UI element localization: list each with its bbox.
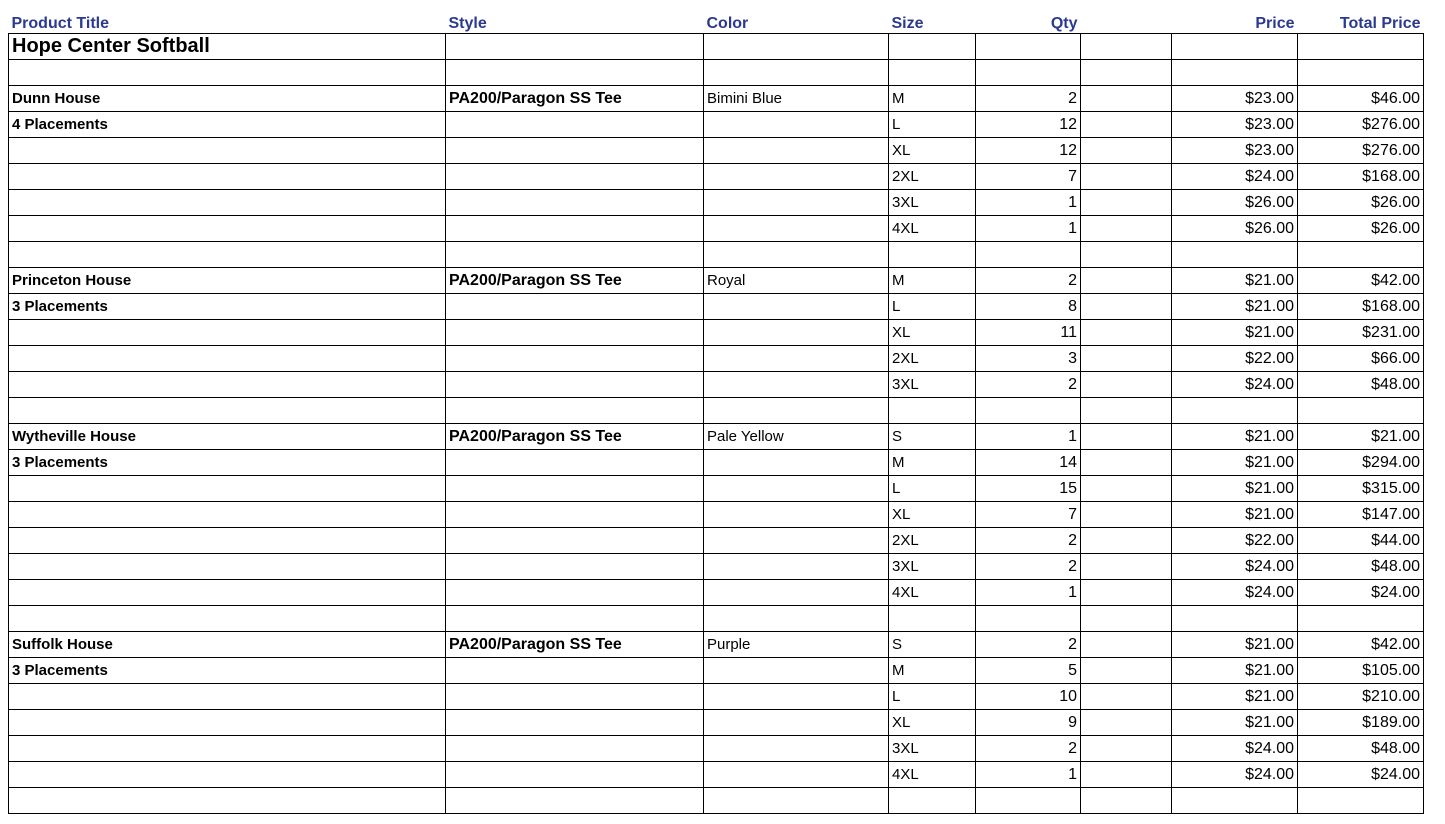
size-cell[interactable]: L <box>889 294 976 320</box>
style-cell[interactable]: PA200/Paragon SS Tee <box>446 86 704 112</box>
qty-cell[interactable]: 2 <box>976 554 1081 580</box>
cell[interactable] <box>9 788 446 814</box>
blank-cell[interactable] <box>1081 138 1172 164</box>
style-cell[interactable] <box>446 476 704 502</box>
price-cell[interactable]: $22.00 <box>1172 346 1298 372</box>
style-cell[interactable] <box>446 502 704 528</box>
title-cell-empty[interactable] <box>9 138 446 164</box>
price-cell[interactable]: $23.00 <box>1172 112 1298 138</box>
qty-cell[interactable]: 2 <box>976 86 1081 112</box>
header-color[interactable]: Color <box>706 15 749 32</box>
cell[interactable] <box>446 242 704 268</box>
cell[interactable] <box>889 34 976 60</box>
table-row <box>9 346 1424 372</box>
title-row <box>9 34 1424 60</box>
qty-cell[interactable]: 1 <box>976 424 1081 450</box>
blank-cell[interactable] <box>1081 528 1172 554</box>
qty-cell[interactable]: 15 <box>976 476 1081 502</box>
style-cell[interactable] <box>446 346 704 372</box>
qty-cell[interactable]: 11 <box>976 320 1081 346</box>
total-price-cell[interactable]: $48.00 <box>1298 372 1424 398</box>
qty-cell[interactable]: 2 <box>976 372 1081 398</box>
spacer-row <box>9 242 1424 268</box>
total-price-cell[interactable]: $276.00 <box>1298 138 1424 164</box>
header-total-price[interactable]: Total Price <box>1339 15 1421 32</box>
size-cell[interactable]: 2XL <box>889 346 976 372</box>
total-price-cell[interactable]: $48.00 <box>1298 736 1424 762</box>
size-cell[interactable]: M <box>889 86 976 112</box>
cell[interactable] <box>704 788 889 814</box>
title-cell-empty[interactable] <box>9 554 446 580</box>
cell[interactable] <box>446 34 704 60</box>
style-cell[interactable] <box>446 710 704 736</box>
cell[interactable] <box>1172 34 1298 60</box>
table-row <box>9 112 1424 138</box>
size-cell[interactable]: 4XL <box>889 216 976 242</box>
size-cell[interactable]: S <box>889 424 976 450</box>
table-row <box>9 164 1424 190</box>
cell[interactable] <box>976 606 1081 632</box>
cell[interactable] <box>889 788 976 814</box>
blank-cell[interactable] <box>1081 554 1172 580</box>
color-cell[interactable] <box>704 554 889 580</box>
blank-cell[interactable] <box>1081 424 1172 450</box>
cell[interactable] <box>9 60 446 86</box>
total-price-cell[interactable]: $210.00 <box>1298 684 1424 710</box>
price-cell[interactable]: $23.00 <box>1172 138 1298 164</box>
cell[interactable] <box>704 606 889 632</box>
price-cell[interactable]: $24.00 <box>1172 554 1298 580</box>
size-cell[interactable]: M <box>889 658 976 684</box>
size-cell[interactable]: XL <box>889 320 976 346</box>
title-cell-empty[interactable] <box>9 190 446 216</box>
blank-cell[interactable] <box>1081 190 1172 216</box>
color-cell[interactable] <box>704 164 889 190</box>
title-cell-empty[interactable] <box>9 502 446 528</box>
color-cell[interactable] <box>704 216 889 242</box>
price-cell[interactable]: $21.00 <box>1172 632 1298 658</box>
table-row <box>9 632 1424 658</box>
total-price-cell[interactable]: $42.00 <box>1298 632 1424 658</box>
order-sheet <box>8 9 1424 814</box>
color-cell[interactable] <box>704 684 889 710</box>
color-cell[interactable] <box>704 372 889 398</box>
size-cell[interactable]: XL <box>889 710 976 736</box>
header-price[interactable]: Price <box>1255 15 1295 32</box>
group-placements[interactable]: 3 Placements <box>9 294 446 320</box>
size-cell[interactable]: 3XL <box>889 190 976 216</box>
qty-cell[interactable]: 1 <box>976 190 1081 216</box>
cell[interactable] <box>976 788 1081 814</box>
cell[interactable] <box>704 242 889 268</box>
style-cell[interactable] <box>446 554 704 580</box>
table-row <box>9 86 1424 112</box>
group-name[interactable]: Suffolk House <box>9 632 446 658</box>
title-cell-empty[interactable] <box>9 346 446 372</box>
style-cell[interactable] <box>446 528 704 554</box>
cell[interactable] <box>1298 606 1424 632</box>
qty-cell[interactable]: 3 <box>976 346 1081 372</box>
price-cell[interactable]: $26.00 <box>1172 216 1298 242</box>
blank-cell[interactable] <box>1081 632 1172 658</box>
cell[interactable] <box>889 60 976 86</box>
blank-cell[interactable] <box>1081 216 1172 242</box>
total-price-cell[interactable]: $21.00 <box>1298 424 1424 450</box>
total-price-cell[interactable]: $168.00 <box>1298 164 1424 190</box>
group-name[interactable]: Princeton House <box>9 268 446 294</box>
total-price-cell[interactable]: $66.00 <box>1298 346 1424 372</box>
total-price-cell[interactable]: $26.00 <box>1298 190 1424 216</box>
blank-cell[interactable] <box>1081 86 1172 112</box>
blank-cell[interactable] <box>1081 294 1172 320</box>
title-cell-empty[interactable] <box>9 476 446 502</box>
header-qty[interactable]: Qty <box>1050 15 1078 32</box>
style-cell[interactable]: PA200/Paragon SS Tee <box>446 632 704 658</box>
table-row <box>9 658 1424 684</box>
qty-cell[interactable]: 1 <box>976 762 1081 788</box>
color-cell[interactable]: Royal <box>704 268 889 294</box>
header-size[interactable]: Size <box>891 15 924 32</box>
total-price-cell[interactable]: $168.00 <box>1298 294 1424 320</box>
color-cell[interactable] <box>704 502 889 528</box>
total-price-cell[interactable]: $24.00 <box>1298 762 1424 788</box>
order-title[interactable]: Hope Center Softball <box>9 34 446 60</box>
price-cell[interactable]: $21.00 <box>1172 424 1298 450</box>
size-cell[interactable]: L <box>889 112 976 138</box>
blank-cell[interactable] <box>1081 450 1172 476</box>
cell[interactable] <box>889 606 976 632</box>
table-row <box>9 190 1424 216</box>
cell[interactable] <box>1081 606 1172 632</box>
table-row <box>9 528 1424 554</box>
cell[interactable] <box>1172 60 1298 86</box>
color-cell[interactable]: Pale Yellow <box>704 424 889 450</box>
cell[interactable] <box>9 606 446 632</box>
color-cell[interactable] <box>704 138 889 164</box>
blank-cell[interactable] <box>1081 346 1172 372</box>
blank-cell[interactable] <box>1081 112 1172 138</box>
qty-cell[interactable]: 1 <box>976 216 1081 242</box>
total-price-cell[interactable]: $46.00 <box>1298 86 1424 112</box>
total-price-cell[interactable]: $294.00 <box>1298 450 1424 476</box>
color-cell[interactable] <box>704 320 889 346</box>
title-cell-empty[interactable] <box>9 710 446 736</box>
color-cell[interactable] <box>704 762 889 788</box>
price-cell[interactable]: $24.00 <box>1172 580 1298 606</box>
size-cell[interactable]: 2XL <box>889 528 976 554</box>
total-price-cell[interactable]: $44.00 <box>1298 528 1424 554</box>
style-cell[interactable] <box>446 658 704 684</box>
cell[interactable] <box>1172 242 1298 268</box>
qty-cell[interactable]: 7 <box>976 164 1081 190</box>
total-price-cell[interactable]: $26.00 <box>1298 216 1424 242</box>
cell[interactable] <box>1298 34 1424 60</box>
cell[interactable] <box>976 242 1081 268</box>
table-row <box>9 580 1424 606</box>
cell[interactable] <box>1081 60 1172 86</box>
color-cell[interactable] <box>704 450 889 476</box>
size-cell[interactable]: XL <box>889 502 976 528</box>
title-cell-empty[interactable] <box>9 762 446 788</box>
price-cell[interactable]: $21.00 <box>1172 658 1298 684</box>
cell[interactable] <box>1298 60 1424 86</box>
blank-cell[interactable] <box>1081 710 1172 736</box>
qty-cell[interactable]: 12 <box>976 138 1081 164</box>
header-product-title[interactable]: Product Title <box>11 15 109 32</box>
color-cell[interactable]: Purple <box>704 632 889 658</box>
table-row <box>9 294 1424 320</box>
total-price-cell[interactable]: $231.00 <box>1298 320 1424 346</box>
style-cell[interactable] <box>446 580 704 606</box>
size-cell[interactable]: L <box>889 476 976 502</box>
cell[interactable] <box>9 242 446 268</box>
header-blank <box>1081 9 1172 34</box>
cell[interactable] <box>1081 788 1172 814</box>
table-row <box>9 684 1424 710</box>
cell[interactable] <box>446 788 704 814</box>
table-row <box>9 502 1424 528</box>
size-cell[interactable]: 4XL <box>889 580 976 606</box>
price-cell[interactable]: $23.00 <box>1172 86 1298 112</box>
style-cell[interactable]: PA200/Paragon SS Tee <box>446 424 704 450</box>
group-placements[interactable]: 3 Placements <box>9 450 446 476</box>
color-cell[interactable] <box>704 658 889 684</box>
group-name[interactable]: Wytheville House <box>9 424 446 450</box>
color-cell[interactable] <box>704 736 889 762</box>
cell[interactable] <box>704 398 889 424</box>
color-cell[interactable] <box>704 580 889 606</box>
table-row <box>9 762 1424 788</box>
title-cell-empty[interactable] <box>9 216 446 242</box>
cell[interactable] <box>1081 242 1172 268</box>
blank-cell[interactable] <box>1081 658 1172 684</box>
blank-cell[interactable] <box>1081 736 1172 762</box>
title-cell-empty[interactable] <box>9 320 446 346</box>
blank-cell[interactable] <box>1081 164 1172 190</box>
order-table <box>8 9 1424 814</box>
color-cell[interactable] <box>704 528 889 554</box>
color-cell[interactable] <box>704 346 889 372</box>
cell[interactable] <box>889 242 976 268</box>
price-cell[interactable]: $21.00 <box>1172 450 1298 476</box>
cell[interactable] <box>704 34 889 60</box>
group-placements[interactable]: 3 Placements <box>9 658 446 684</box>
price-cell[interactable]: $21.00 <box>1172 710 1298 736</box>
style-cell[interactable] <box>446 112 704 138</box>
size-cell[interactable]: S <box>889 632 976 658</box>
table-row <box>9 554 1424 580</box>
price-cell[interactable]: $21.00 <box>1172 294 1298 320</box>
cell[interactable] <box>1081 398 1172 424</box>
total-price-cell[interactable]: $189.00 <box>1298 710 1424 736</box>
style-cell[interactable] <box>446 190 704 216</box>
style-cell[interactable] <box>446 450 704 476</box>
style-cell[interactable] <box>446 762 704 788</box>
style-cell[interactable] <box>446 138 704 164</box>
cell[interactable] <box>976 34 1081 60</box>
cell[interactable] <box>1172 606 1298 632</box>
blank-cell[interactable] <box>1081 580 1172 606</box>
cell[interactable] <box>1172 788 1298 814</box>
table-row <box>9 320 1424 346</box>
style-cell[interactable] <box>446 320 704 346</box>
cell[interactable] <box>1081 34 1172 60</box>
price-cell[interactable]: $24.00 <box>1172 762 1298 788</box>
style-cell[interactable] <box>446 372 704 398</box>
cell[interactable] <box>889 398 976 424</box>
color-cell[interactable] <box>704 476 889 502</box>
table-row <box>9 268 1424 294</box>
style-cell[interactable] <box>446 684 704 710</box>
cell[interactable] <box>1298 242 1424 268</box>
style-cell[interactable] <box>446 736 704 762</box>
price-cell[interactable]: $22.00 <box>1172 528 1298 554</box>
header-style[interactable]: Style <box>448 15 487 32</box>
qty-cell[interactable]: 9 <box>976 710 1081 736</box>
table-row <box>9 710 1424 736</box>
blank-cell[interactable] <box>1081 268 1172 294</box>
title-cell-empty[interactable] <box>9 684 446 710</box>
size-cell[interactable]: 3XL <box>889 554 976 580</box>
total-price-cell[interactable]: $48.00 <box>1298 554 1424 580</box>
price-cell[interactable]: $24.00 <box>1172 736 1298 762</box>
qty-cell[interactable]: 2 <box>976 632 1081 658</box>
qty-cell[interactable]: 12 <box>976 112 1081 138</box>
qty-cell[interactable]: 2 <box>976 528 1081 554</box>
spacer-row <box>9 398 1424 424</box>
title-cell-empty[interactable] <box>9 164 446 190</box>
table-row <box>9 476 1424 502</box>
size-cell[interactable]: L <box>889 684 976 710</box>
price-cell[interactable]: $24.00 <box>1172 164 1298 190</box>
price-cell[interactable]: $21.00 <box>1172 320 1298 346</box>
cell[interactable] <box>446 398 704 424</box>
qty-cell[interactable]: 5 <box>976 658 1081 684</box>
title-cell-empty[interactable] <box>9 528 446 554</box>
price-cell[interactable]: $21.00 <box>1172 268 1298 294</box>
qty-cell[interactable]: 1 <box>976 580 1081 606</box>
blank-cell[interactable] <box>1081 476 1172 502</box>
cell[interactable] <box>1172 398 1298 424</box>
price-cell[interactable]: $21.00 <box>1172 684 1298 710</box>
cell[interactable] <box>704 60 889 86</box>
color-cell[interactable] <box>704 294 889 320</box>
blank-cell[interactable] <box>1081 320 1172 346</box>
total-price-cell[interactable]: $315.00 <box>1298 476 1424 502</box>
size-cell[interactable]: 4XL <box>889 762 976 788</box>
qty-cell[interactable]: 2 <box>976 268 1081 294</box>
qty-cell[interactable]: 8 <box>976 294 1081 320</box>
group-placements[interactable]: 4 Placements <box>9 112 446 138</box>
cell[interactable] <box>9 398 446 424</box>
title-cell-empty[interactable] <box>9 736 446 762</box>
color-cell[interactable] <box>704 112 889 138</box>
size-cell[interactable]: M <box>889 268 976 294</box>
cell[interactable] <box>1298 788 1424 814</box>
group-name[interactable]: Dunn House <box>9 86 446 112</box>
color-cell[interactable] <box>704 190 889 216</box>
blank-cell[interactable] <box>1081 762 1172 788</box>
title-cell-empty[interactable] <box>9 372 446 398</box>
total-price-cell[interactable]: $276.00 <box>1298 112 1424 138</box>
style-cell[interactable] <box>446 164 704 190</box>
cell[interactable] <box>976 60 1081 86</box>
header-row <box>9 9 1424 34</box>
qty-cell[interactable]: 14 <box>976 450 1081 476</box>
spacer-row <box>9 60 1424 86</box>
color-cell[interactable] <box>704 710 889 736</box>
style-cell[interactable]: PA200/Paragon SS Tee <box>446 268 704 294</box>
spacer-row <box>9 788 1424 814</box>
table-row <box>9 372 1424 398</box>
qty-cell[interactable]: 2 <box>976 736 1081 762</box>
size-cell[interactable]: M <box>889 450 976 476</box>
blank-cell[interactable] <box>1081 372 1172 398</box>
size-cell[interactable]: 3XL <box>889 372 976 398</box>
total-price-cell[interactable]: $42.00 <box>1298 268 1424 294</box>
blank-cell[interactable] <box>1081 502 1172 528</box>
spacer-row <box>9 606 1424 632</box>
blank-cell[interactable] <box>1081 684 1172 710</box>
table-row <box>9 216 1424 242</box>
size-cell[interactable]: 3XL <box>889 736 976 762</box>
style-cell[interactable] <box>446 216 704 242</box>
price-cell[interactable]: $24.00 <box>1172 372 1298 398</box>
cell[interactable] <box>1298 398 1424 424</box>
style-cell[interactable] <box>446 294 704 320</box>
cell[interactable] <box>976 398 1081 424</box>
total-price-cell[interactable]: $105.00 <box>1298 658 1424 684</box>
table-row <box>9 450 1424 476</box>
table-row <box>9 138 1424 164</box>
table-row <box>9 736 1424 762</box>
total-price-cell[interactable]: $147.00 <box>1298 502 1424 528</box>
price-cell[interactable]: $26.00 <box>1172 190 1298 216</box>
color-cell[interactable]: Bimini Blue <box>704 86 889 112</box>
total-price-cell[interactable]: $24.00 <box>1298 580 1424 606</box>
size-cell[interactable]: 2XL <box>889 164 976 190</box>
qty-cell[interactable]: 7 <box>976 502 1081 528</box>
qty-cell[interactable]: 10 <box>976 684 1081 710</box>
title-cell-empty[interactable] <box>9 580 446 606</box>
price-cell[interactable]: $21.00 <box>1172 476 1298 502</box>
cell[interactable] <box>446 606 704 632</box>
cell[interactable] <box>446 60 704 86</box>
size-cell[interactable]: XL <box>889 138 976 164</box>
table-row <box>9 424 1424 450</box>
price-cell[interactable]: $21.00 <box>1172 502 1298 528</box>
